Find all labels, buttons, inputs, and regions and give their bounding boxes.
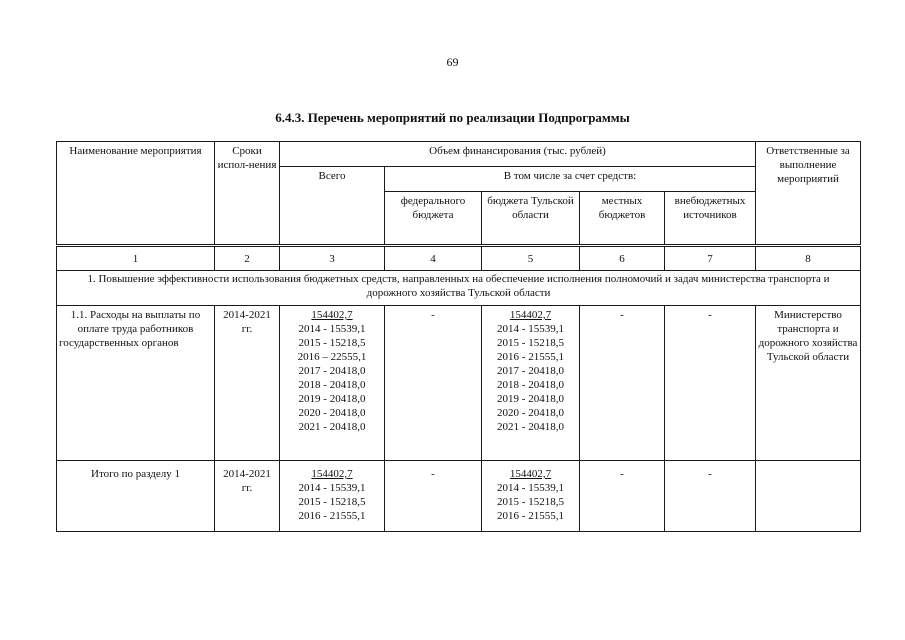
- year-amount: 2015 - 15218,5: [298, 337, 366, 349]
- year-amount: 2020 - 20418,0: [497, 407, 564, 419]
- year-amount: 2016 - 21555,1: [497, 351, 564, 363]
- year-amount: 2018 - 20418,0: [298, 379, 366, 391]
- year-amount: 2016 – 22555,1: [297, 351, 367, 363]
- year-amount: 2015 - 15218,5: [497, 337, 564, 349]
- regional-amount-cell: [482, 306, 580, 461]
- year-amount: 2016 - 21555,1: [298, 510, 366, 522]
- regional-sum: 154402,7: [509, 309, 552, 321]
- section-row: [57, 271, 861, 306]
- year-amount: 2014 - 15539,1: [298, 323, 366, 335]
- year-amount: 2014 - 15539,1: [497, 482, 564, 494]
- header-regional: бюджета Тульской области: [482, 192, 580, 246]
- section-title: 1. Повышение эффективности использования бюджетных средств, направленных на обеспечение исполнения полномочий и задач министерства транспорта и дорожного хозяйства Тульской области: [57, 271, 861, 306]
- year-amount: 2021 - 20418,0: [497, 421, 564, 433]
- local-amount: -: [580, 306, 665, 461]
- year-amount: 2017 - 20418,0: [298, 365, 366, 377]
- year-amount: 2016 - 21555,1: [497, 510, 564, 522]
- total-amount-cell: [280, 306, 385, 461]
- header-federal: федерального бюджета: [385, 192, 482, 246]
- header-responsible: Ответственные за выполнение мероприятий: [756, 142, 861, 246]
- regional-sum: 154402,7: [509, 468, 552, 480]
- column-number: 3: [280, 246, 385, 271]
- header-local: местных бюджетов: [580, 192, 665, 246]
- column-number: 7: [665, 246, 756, 271]
- header-period: Сроки испол-нения: [215, 142, 280, 246]
- year-amount: 2020 - 20418,0: [298, 407, 366, 419]
- table-row: [57, 461, 861, 532]
- responsible-party: Министерство транспорта и дорожного хозяйства Тульской области: [756, 306, 861, 461]
- activity-period: 2014-2021 гг.: [215, 306, 280, 461]
- local-amount: -: [580, 461, 665, 532]
- federal-amount: -: [385, 461, 482, 532]
- total-sum: 154402,7: [311, 309, 353, 321]
- header-including: В том числе за счет средств:: [385, 167, 756, 192]
- column-number: 2: [215, 246, 280, 271]
- header-name: Наименование мероприятия: [57, 142, 215, 246]
- column-number: 6: [580, 246, 665, 271]
- year-amount: 2021 - 20418,0: [298, 421, 366, 433]
- activity-name: 1.1. Расходы на выплаты по оплате труда работников государственных органов: [57, 306, 215, 461]
- table-row: [57, 306, 861, 461]
- extra-amount: -: [665, 461, 756, 532]
- year-amount: 2014 - 15539,1: [497, 323, 564, 335]
- year-amount: 2014 - 15539,1: [298, 482, 366, 494]
- extra-amount: -: [665, 306, 756, 461]
- column-number: 4: [385, 246, 482, 271]
- header-row: [57, 142, 861, 167]
- responsible-party: [756, 461, 861, 532]
- federal-amount: -: [385, 306, 482, 461]
- page-number: 69: [446, 55, 459, 69]
- year-amount: 2018 - 20418,0: [497, 379, 564, 391]
- header-financing: Объем финансирования (тыс. рублей): [280, 142, 756, 167]
- column-number: 8: [756, 246, 861, 271]
- column-number: 5: [482, 246, 580, 271]
- activity-period: 2014-2021 гг.: [215, 461, 280, 532]
- header-total: Всего: [280, 167, 385, 246]
- year-amount: 2015 - 15218,5: [298, 496, 366, 508]
- total-amount-cell: [280, 461, 385, 532]
- year-amount: 2017 - 20418,0: [497, 365, 564, 377]
- activity-name: Итого по разделу 1: [57, 461, 215, 532]
- header-extra: внебюджетных источников: [665, 192, 756, 246]
- year-amount: 2019 - 20418,0: [298, 393, 366, 405]
- year-amount: 2015 - 15218,5: [497, 496, 564, 508]
- column-number: 1: [57, 246, 215, 271]
- regional-amount-cell: [482, 461, 580, 532]
- page-title: 6.4.3. Перечень мероприятий по реализации Подпрограммы: [275, 110, 630, 125]
- total-sum: 154402,7: [311, 468, 353, 480]
- column-numbers-row: [57, 246, 861, 271]
- year-amount: 2019 - 20418,0: [497, 393, 564, 405]
- activities-table: [56, 141, 861, 532]
